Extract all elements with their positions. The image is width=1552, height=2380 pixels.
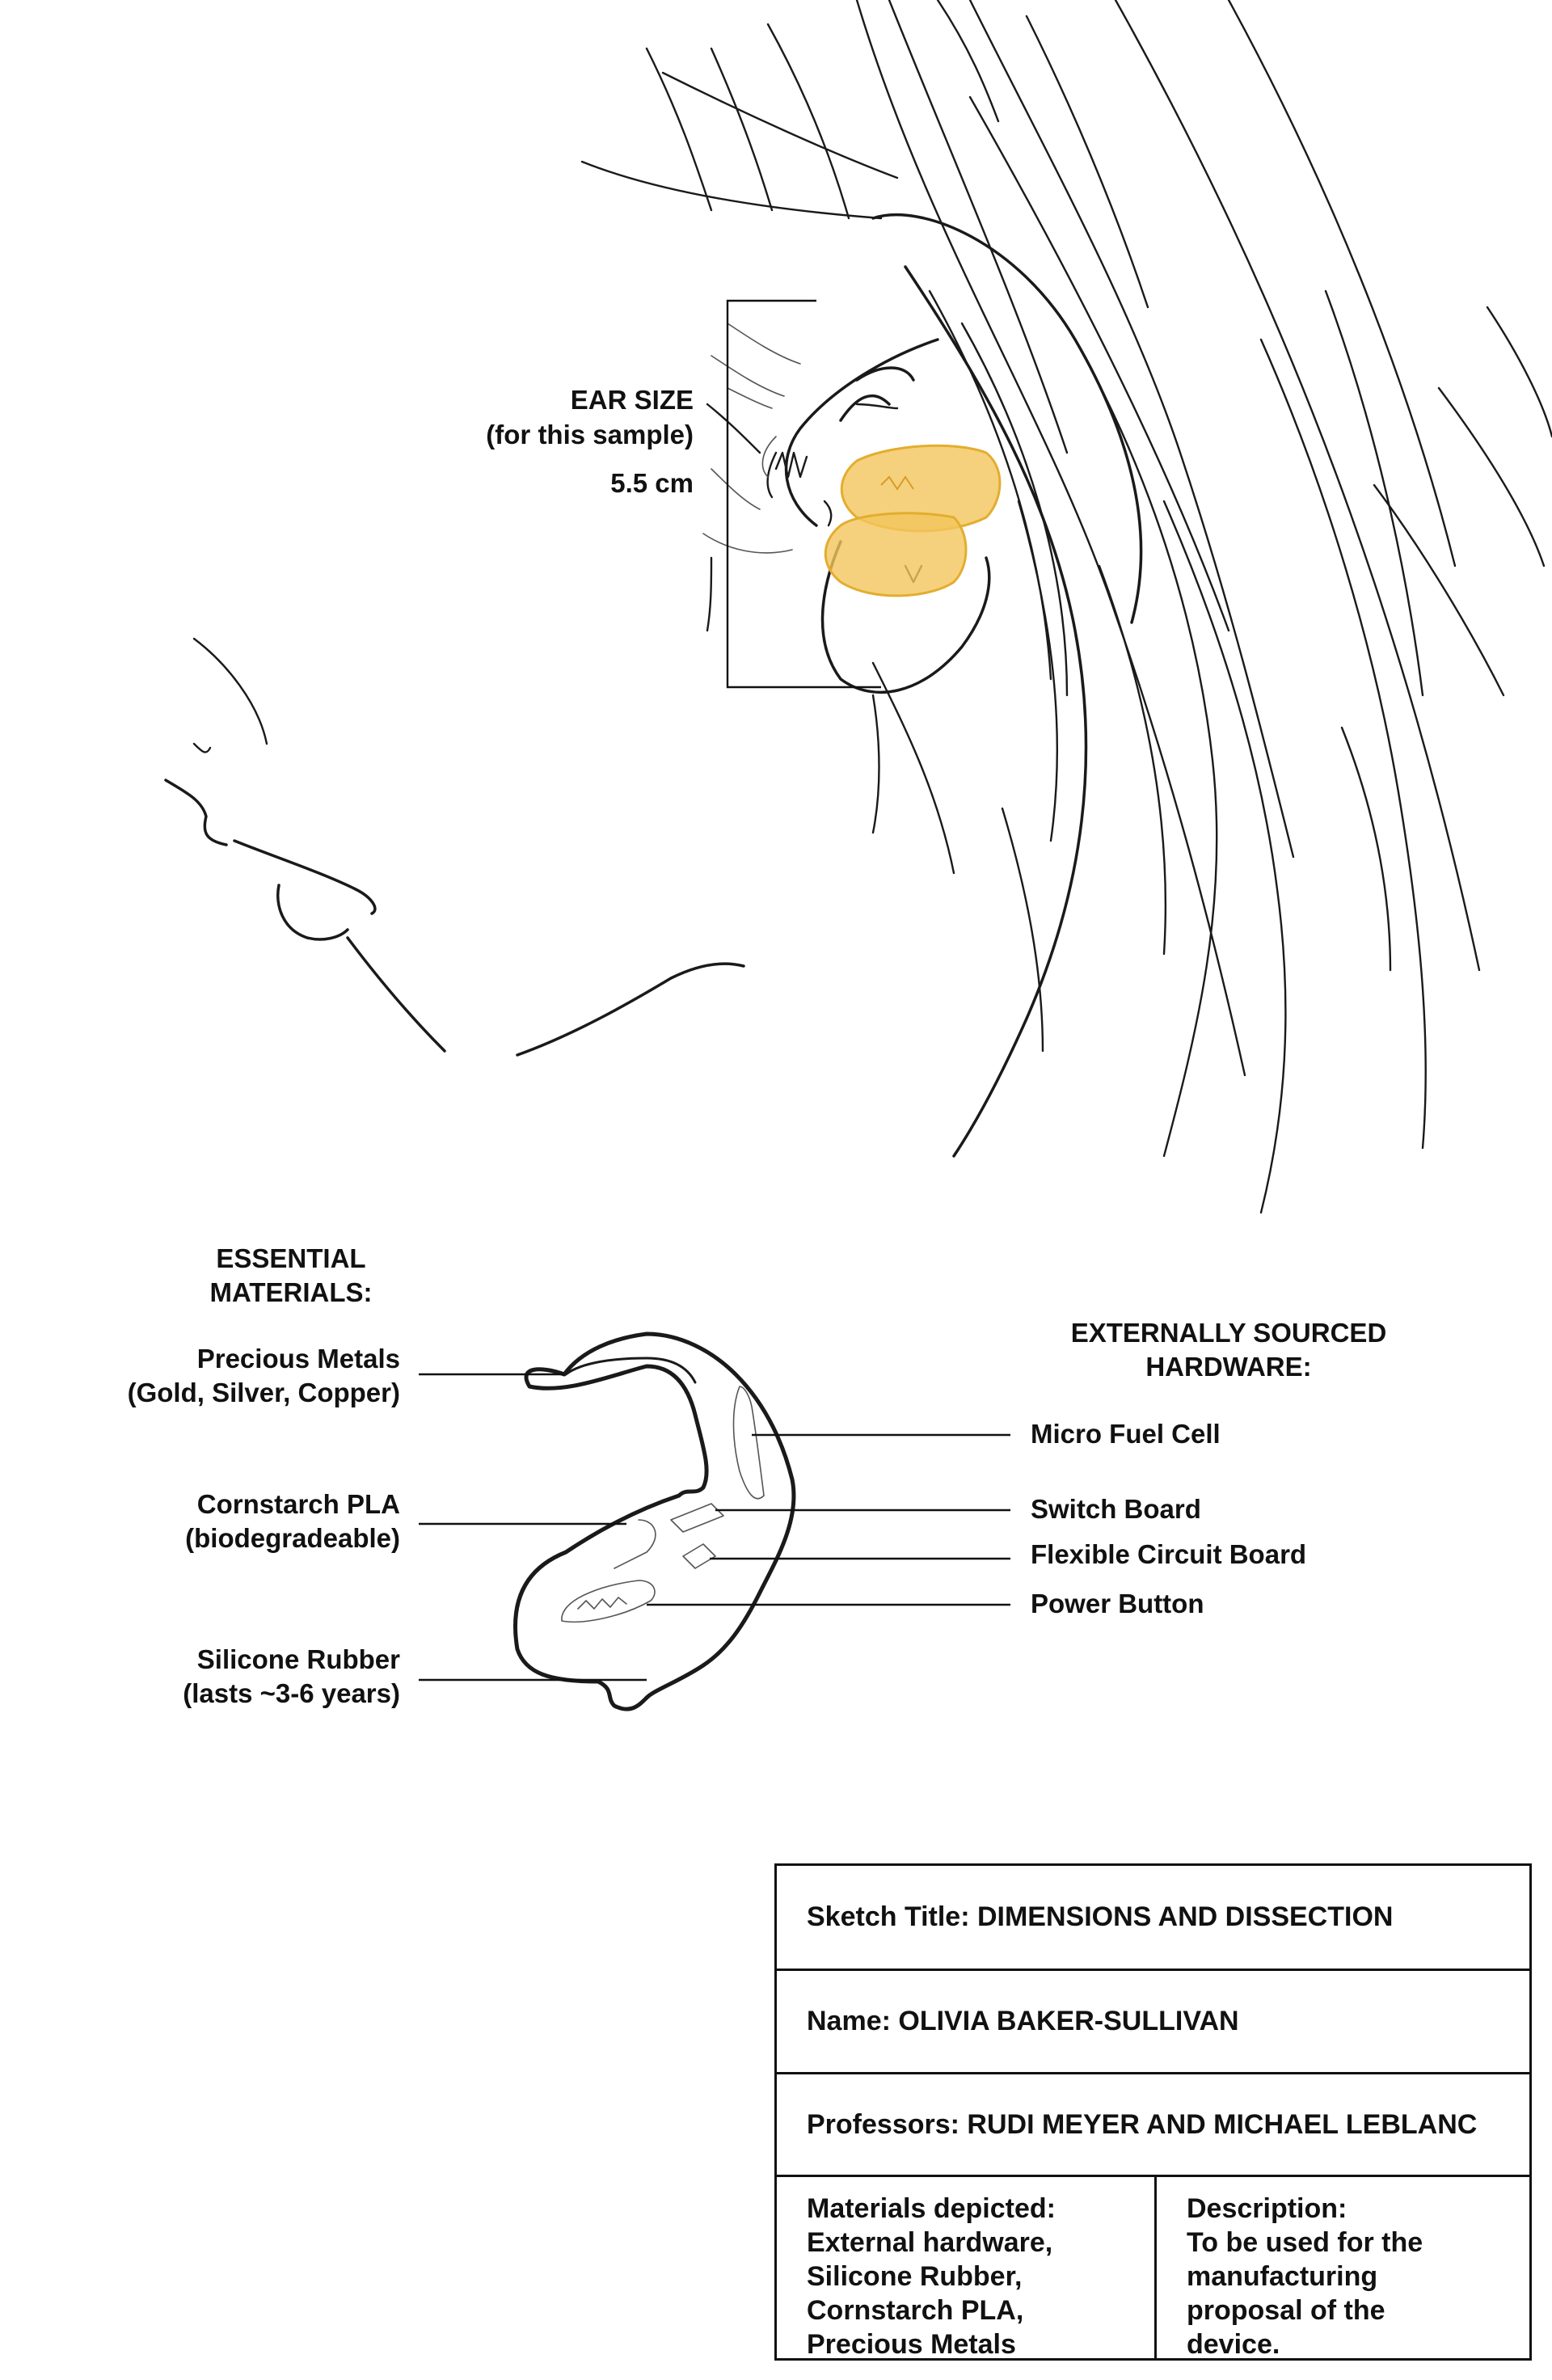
materials-depicted-line: Cornstarch PLA, xyxy=(807,2295,1024,2326)
essential-materials-heading-line1: ESSENTIAL xyxy=(216,1243,366,1273)
description-line: proposal of the xyxy=(1187,2295,1385,2326)
student-name: Name: OLIVIA BAKER-SULLIVAN xyxy=(777,1971,1529,2074)
material-silicone-rubber xyxy=(183,1643,400,1711)
essential-materials-heading-line2: MATERIALS: xyxy=(209,1277,373,1307)
materials-depicted-line: Precious Metals xyxy=(807,2329,1016,2360)
title-block xyxy=(774,1863,1532,2361)
ear-size-heading: EAR SIZE xyxy=(570,385,694,415)
description-line: device. xyxy=(1187,2329,1280,2360)
external-hardware-heading xyxy=(1043,1316,1415,1384)
description-cell xyxy=(1157,2177,1529,2358)
external-hardware-heading-line1: EXTERNALLY SOURCED xyxy=(1070,1318,1387,1348)
materials-depicted-line: Materials depicted: xyxy=(807,2193,1056,2224)
hardware-micro-fuel-cell: Micro Fuel Cell xyxy=(1031,1419,1221,1449)
ear-size-subheading: (for this sample) xyxy=(486,420,694,449)
material-detail: (lasts ~3-6 years) xyxy=(183,1678,400,1708)
material-label: Cornstarch PLA xyxy=(196,1489,400,1519)
professors: Professors: RUDI MEYER AND MICHAEL LEBLANC xyxy=(777,2074,1529,2177)
leader-lines xyxy=(419,1374,1010,1680)
material-detail: (Gold, Silver, Copper) xyxy=(127,1378,400,1407)
hardware-flexible-circuit-board: Flexible Circuit Board xyxy=(1031,1539,1307,1569)
hardware-switch-board: Switch Board xyxy=(1031,1494,1201,1524)
device-in-ear xyxy=(825,445,1000,596)
face-profile xyxy=(166,558,879,1055)
hardware-power-button: Power Button xyxy=(1031,1589,1204,1618)
external-hardware-heading-line2: HARDWARE: xyxy=(1145,1352,1312,1382)
materials-depicted-cell xyxy=(777,2177,1157,2358)
material-label: Silicone Rubber xyxy=(196,1644,400,1674)
description-line: manufacturing xyxy=(1187,2261,1378,2292)
device-dissection-drawing xyxy=(516,1334,794,1709)
material-label: Precious Metals xyxy=(196,1344,400,1374)
essential-materials-heading xyxy=(194,1242,388,1310)
materials-depicted-line: External hardware, xyxy=(807,2227,1053,2258)
material-cornstarch-pla xyxy=(185,1488,400,1555)
ear-size-value: 5.5 cm xyxy=(610,468,694,498)
description-line: Description: xyxy=(1187,2193,1347,2224)
material-precious-metals xyxy=(128,1342,400,1410)
description-line: To be used for the xyxy=(1187,2227,1423,2258)
sketch-title: Sketch Title: DIMENSIONS AND DISSECTION xyxy=(777,1866,1529,1971)
materials-depicted-line: Silicone Rubber, xyxy=(807,2261,1023,2292)
material-detail: (biodegradeable) xyxy=(185,1523,400,1553)
